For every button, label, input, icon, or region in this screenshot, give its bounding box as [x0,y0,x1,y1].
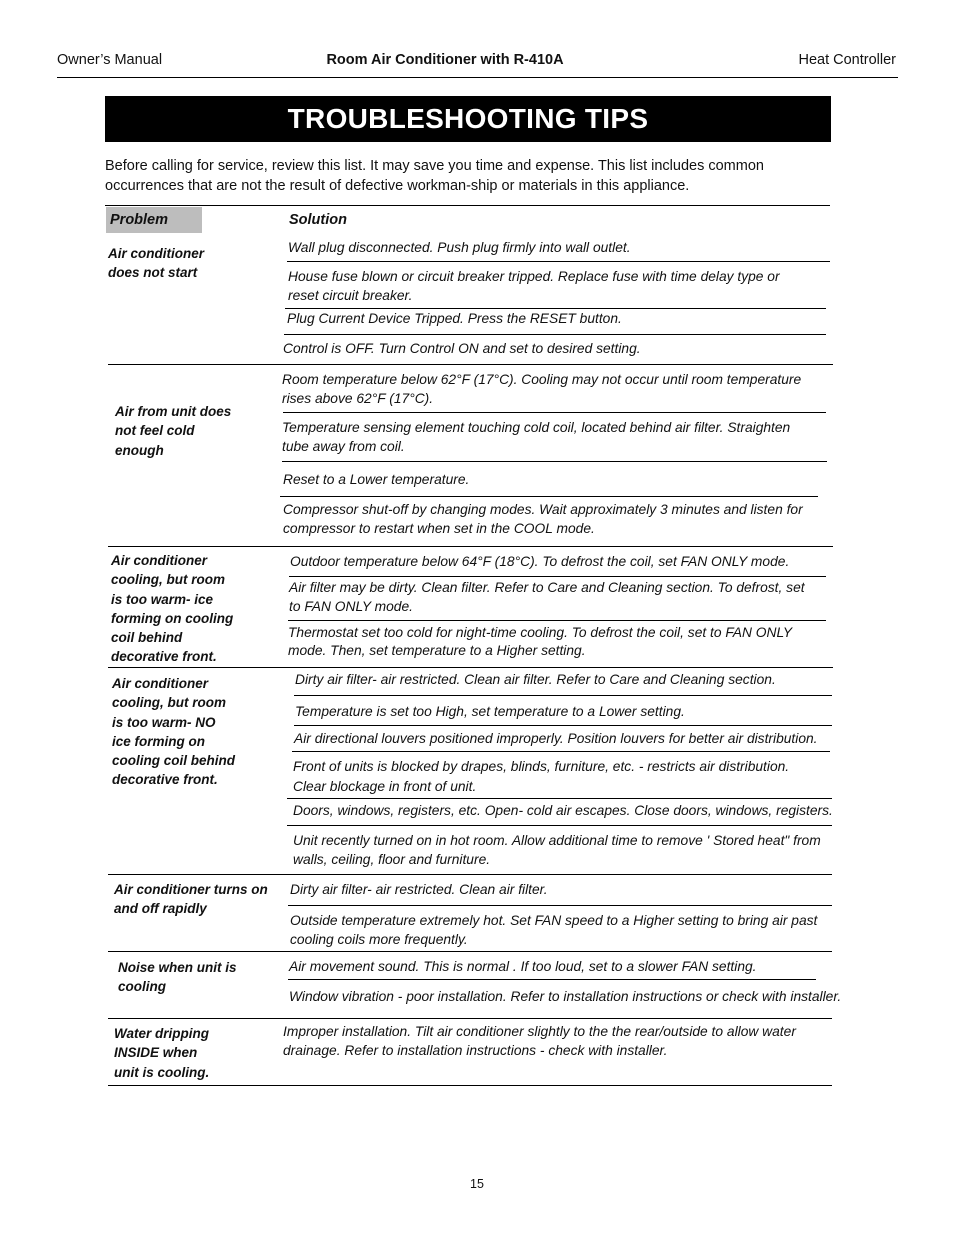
solution-divider [288,905,832,906]
solution-item: Unit recently turned on in hot room. Allow additional time to remove ' Stored heat" from walls, ceiling, floor and furniture. [293,833,821,867]
solution-item: Dirty air filter- air restricted. Clean air filter. [290,882,548,897]
problem-label: Air conditioner turns on and off rapidly [114,882,268,917]
solution-item: Outside temperature extremely hot. Set FAN speed to a Higher setting to bring air past cooling coils more frequently. [290,913,818,947]
problem-label: Air from unit does not feel cold enough [115,404,232,458]
solution-item: Doors, windows, registers, etc. Open- cold air escapes. Close doors, windows, registers. [293,803,833,818]
solution-item: Reset to a Lower temperature. [283,472,470,487]
row-divider [108,1018,832,1019]
solution-item: Outdoor temperature below 64°F (18°C). To defrost the coil, set FAN ONLY mode. [290,554,790,569]
column-header-problem: Problem [106,207,202,233]
intro-paragraph: Before calling for service, review this list. It may save you time and expense. This list includes common occurrences that are not the result of defective workman-ship or materials in this appliance. [105,158,764,194]
solution-divider [287,798,832,799]
solution-item: Wall plug disconnected. Push plug firmly into wall outlet. [288,240,631,255]
solution-item: Temperature is set too High, set temperature to a Lower setting. [295,704,685,719]
problem-label: Air conditioner cooling, but room is too warm- NO ice forming on cooling coil behind decorative front. [112,676,235,788]
solution-divider [283,412,826,413]
problem-label: Water dripping INSIDE when unit is cooling. [114,1026,210,1080]
solution-item: Room temperature below 62°F (17°C). Cooling may not occur until room temperature rises above 62°F (17°C). [282,372,802,406]
header-left: Owner’s Manual [57,52,163,68]
solution-item: Air filter may be dirty. Clean filter. Refer to Care and Cleaning section. To defrost, set to FAN ONLY mode. [289,580,805,614]
solution-divider [280,496,818,497]
solution-divider [284,334,826,335]
page-number: 15 [470,1177,484,1191]
solution-item: House fuse blown or circuit breaker tripped. Replace fuse with time delay type or reset circuit breaker. [288,269,780,303]
table-bottom-rule [108,1085,832,1086]
solution-item: Thermostat set too cold for night-time cooling. To defrost the coil, set to FAN ONLY mode. Then, set temperature to a Higher setting. [288,625,792,658]
solution-item: Air directional louvers positioned improperly. Position louvers for better air distribution. [294,731,818,746]
problem-label: Air conditioner cooling, but room is too warm- ice forming on cooling coil behind decorative front. [111,553,234,665]
solution-item: Improper installation. Tilt air conditioner slightly to the the rear/outside to allow water drainage. Refer to installation instructions - check with installer. [283,1024,796,1058]
solution-divider [289,576,826,577]
header-center: Room Air Conditioner with R-410A [326,52,564,68]
problem-label: Noise when unit is cooling [118,960,237,995]
row-divider [108,667,833,668]
row-divider [108,951,832,952]
problem-label: Air conditioner does not start [108,246,205,281]
row-divider [108,874,832,875]
solution-divider [288,979,816,980]
table-top-rule [105,205,830,206]
solution-item: Plug Current Device Tripped. Press the RESET button. [287,311,622,326]
solution-divider [287,261,830,262]
solution-divider [287,825,832,826]
solution-item: Window vibration - poor installation. Refer to installation instructions or check with installer. [289,989,842,1004]
solution-item: Air movement sound. This is normal . If too loud, set to a slower FAN setting. [289,959,757,974]
solution-divider [292,751,830,752]
solution-divider [285,308,826,309]
solution-divider [282,461,827,462]
solution-item: Temperature sensing element touching cold coil, located behind air filter. Straighten tube away from coil. [282,420,791,454]
solution-item: Front of units is blocked by drapes, blinds, furniture, etc. - restricts air distribution. Clear blockage in front of unit. [293,759,790,794]
solution-item: Compressor shut-off by changing modes. Wait approximately 3 minutes and listen for compressor to restart when set in the COOL mode. [283,502,803,536]
solution-item: Control is OFF. Turn Control ON and set to desired setting. [283,341,641,356]
row-divider [108,546,833,547]
row-divider [108,364,833,365]
header-right: Heat Controller [798,52,896,68]
solution-divider [288,620,826,621]
solution-item: Dirty air filter- air restricted. Clean air filter. Refer to Care and Cleaning section. [295,672,776,687]
header-rule [57,77,898,78]
solution-divider [294,695,832,696]
column-header-solution: Solution [289,212,347,228]
page-title: TROUBLESHOOTING TIPS [105,96,831,142]
solution-divider [294,725,832,726]
